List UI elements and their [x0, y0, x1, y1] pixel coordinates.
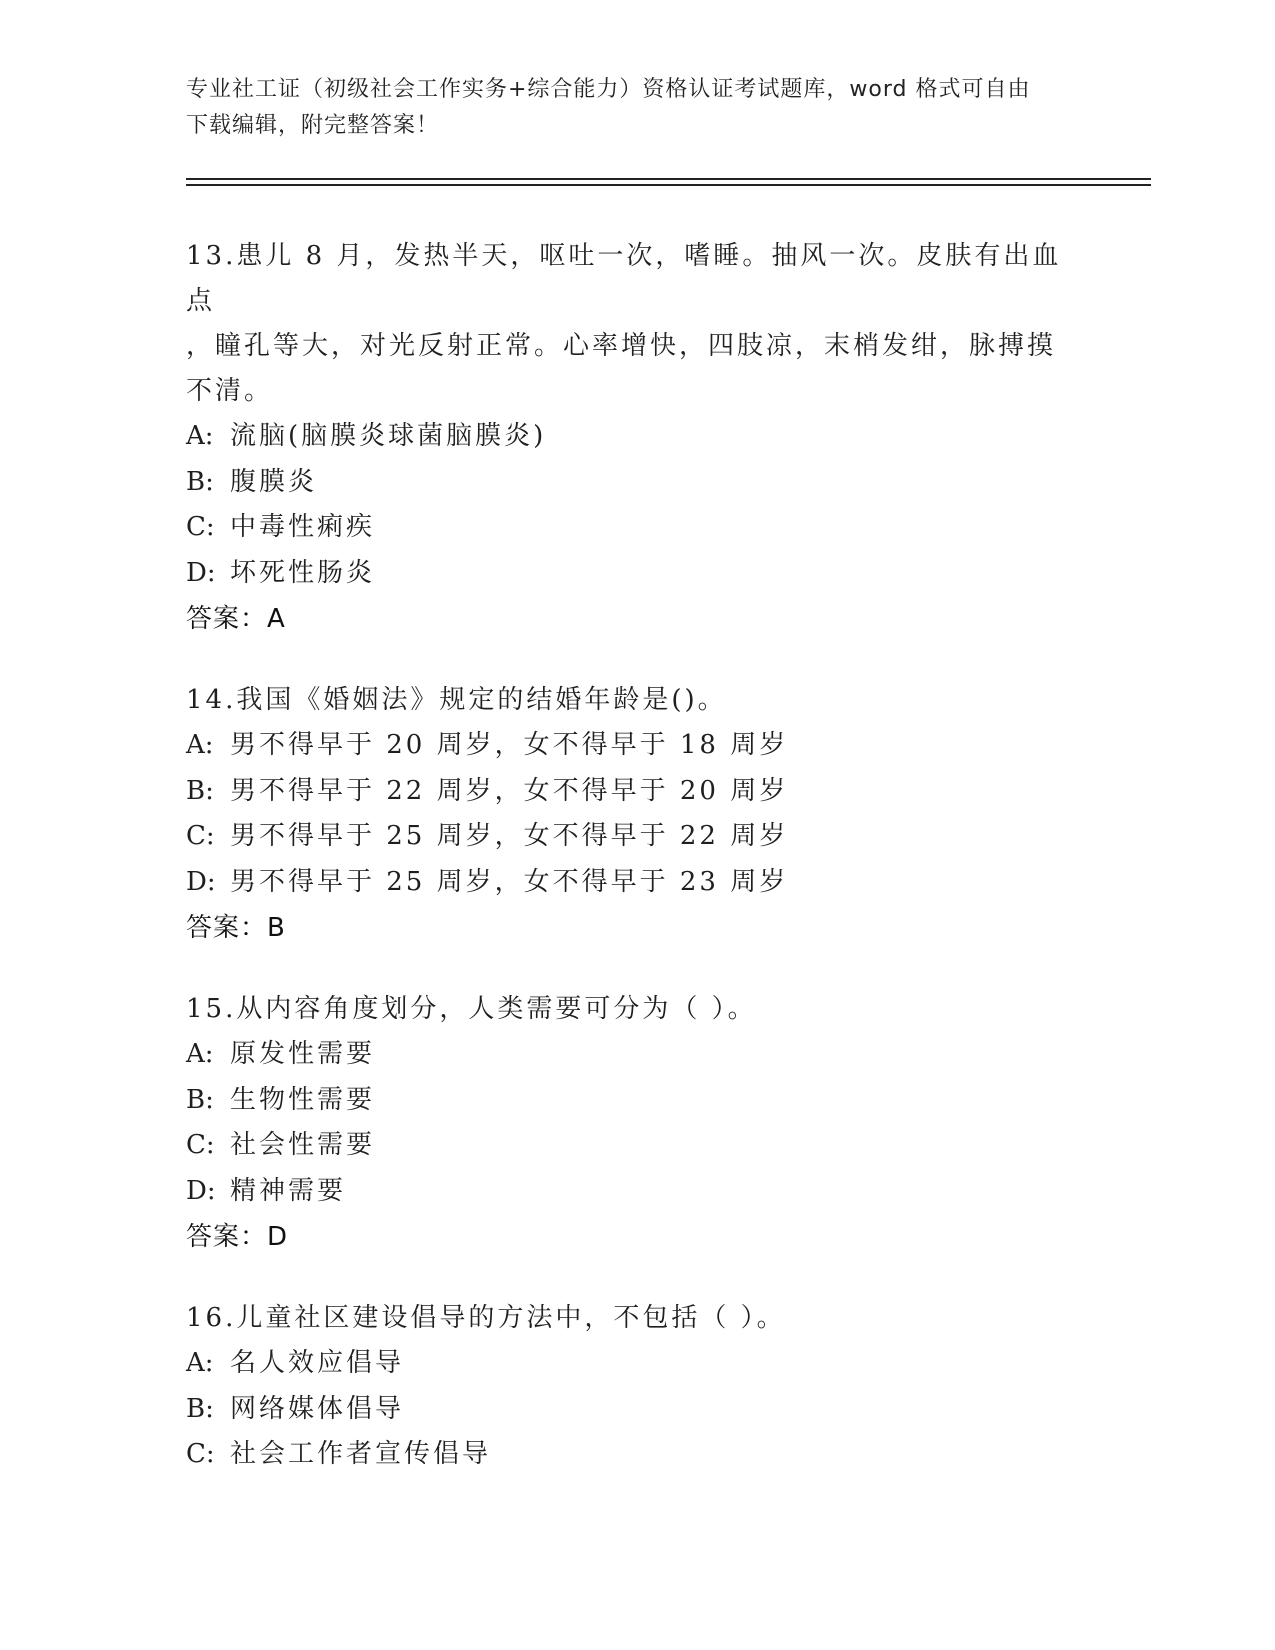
option-b — [186, 460, 1086, 506]
question-list — [186, 234, 1086, 1514]
option-b — [186, 1387, 1086, 1433]
stem-line: ，瞳孔等大，对光反射正常。心率增快，四肢凉，末梢发绀，脉搏摸 — [186, 331, 1057, 361]
option-a — [186, 1032, 1086, 1078]
option-letter: A: — [186, 1348, 214, 1378]
option-a — [186, 723, 1086, 769]
question-stem — [186, 987, 1086, 1032]
question-13 — [186, 234, 1086, 642]
option-c — [186, 1123, 1086, 1169]
option-d — [186, 860, 1086, 906]
option-text: 原发性需要 — [230, 1039, 376, 1069]
header-title-line-1: 专业社工证（初级社会工作实务+综合能力）资格认证考试题库，word 格式可自由 — [186, 77, 1031, 102]
option-text: 名人效应倡导 — [230, 1348, 405, 1378]
option-c — [186, 814, 1086, 860]
question-stem — [186, 234, 1086, 414]
option-text: 网络媒体倡导 — [230, 1393, 405, 1424]
option-text: 男不得早于 20 周岁，女不得早于 18 周岁 — [230, 730, 789, 760]
question-16 — [186, 1296, 1086, 1478]
option-letter: C: — [186, 1439, 215, 1469]
option-letter: A: — [186, 1039, 214, 1069]
question-15 — [186, 987, 1086, 1260]
header-title-line-2: 下载编辑，附完整答案！ — [186, 113, 440, 138]
question-stem — [186, 1296, 1086, 1341]
option-letter: A: — [186, 730, 214, 760]
option-letter: D: — [186, 866, 216, 897]
option-c — [186, 505, 1086, 551]
option-letter: A: — [186, 421, 214, 451]
option-text: 男不得早于 25 周岁，女不得早于 23 周岁 — [230, 866, 789, 897]
option-text: 男不得早于 22 周岁，女不得早于 20 周岁 — [230, 775, 789, 806]
answer-line: 答案：D — [186, 1222, 289, 1252]
option-b — [186, 1078, 1086, 1124]
option-letter: B: — [186, 466, 214, 497]
answer-line: 答案：B — [186, 913, 286, 943]
option-letter: B: — [186, 775, 214, 806]
option-letter: B: — [186, 1393, 214, 1424]
option-a — [186, 1341, 1086, 1387]
option-d — [186, 551, 1086, 597]
option-text: 社会工作者宣传倡导 — [230, 1439, 492, 1469]
stem-line: 15.从内容角度划分，人类需要可分为（ ）。 — [186, 994, 757, 1024]
option-letter: D: — [186, 1175, 216, 1206]
option-text: 男不得早于 25 周岁，女不得早于 22 周岁 — [230, 821, 789, 851]
option-text: 社会性需要 — [230, 1130, 376, 1160]
question-stem — [186, 678, 1086, 723]
stem-line: 16.儿童社区建设倡导的方法中，不包括（ ）。 — [186, 1303, 786, 1333]
document-header — [186, 72, 1086, 144]
option-text: 流脑(脑膜炎球菌脑膜炎) — [230, 421, 547, 451]
option-b — [186, 769, 1086, 815]
stem-line: 14.我国《婚姻法》规定的结婚年龄是()。 — [186, 685, 727, 715]
option-text: 生物性需要 — [230, 1084, 376, 1115]
option-letter: B: — [186, 1084, 214, 1115]
option-text: 坏死性肠炎 — [230, 557, 376, 588]
option-text: 中毒性痢疾 — [230, 512, 376, 542]
header-divider-bottom — [186, 184, 1151, 186]
option-text: 精神需要 — [230, 1175, 347, 1206]
question-14 — [186, 678, 1086, 951]
option-c — [186, 1432, 1086, 1478]
option-text: 腹膜炎 — [230, 466, 318, 497]
option-letter: C: — [186, 1130, 215, 1160]
option-letter: C: — [186, 512, 215, 542]
stem-line: 13.患儿 8 月，发热半天，呕吐一次，嗜睡。抽风一次。皮肤有出血点 — [186, 241, 1062, 316]
header-divider-top — [186, 178, 1151, 180]
option-d — [186, 1169, 1086, 1215]
option-a — [186, 414, 1086, 460]
option-letter: C: — [186, 821, 215, 851]
answer-line: 答案：A — [186, 604, 286, 634]
option-letter: D: — [186, 557, 216, 588]
stem-line: 不清。 — [186, 376, 274, 406]
